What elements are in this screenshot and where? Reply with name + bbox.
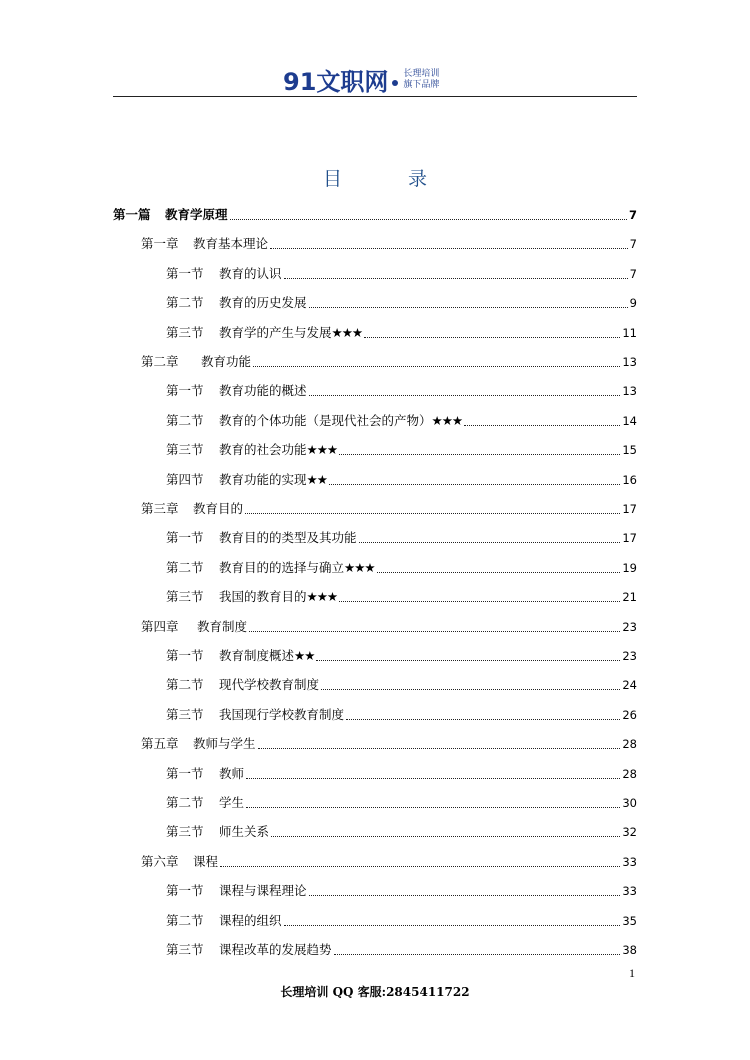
toc-entry-title: 教育目的	[193, 501, 244, 516]
dot-leader	[309, 895, 621, 896]
toc-entry-number: 第三节	[166, 442, 204, 458]
toc-entry-page: 7	[629, 237, 637, 252]
brand-logo	[283, 62, 439, 97]
toc-entry[interactable]	[166, 294, 637, 312]
toc-entry[interactable]	[166, 471, 637, 489]
toc-entry-page: 7	[629, 266, 637, 281]
toc-entry-page: 21	[622, 590, 637, 605]
toc-entry[interactable]	[141, 500, 637, 518]
toc-entry-number: 第六章	[141, 853, 179, 869]
toc-entry-page: 33	[622, 854, 637, 869]
slogan-line-1: 长理培训	[403, 68, 440, 79]
toc-entry[interactable]	[141, 235, 637, 253]
toc-entry-title: 教育功能的实现	[219, 471, 307, 487]
star-rating-icon: ★★★	[431, 412, 463, 428]
toc-entry-page: 17	[622, 502, 637, 516]
toc-entry-page: 11	[622, 325, 637, 340]
toc-entry-title: 教育学原理	[165, 207, 228, 222]
toc-entry-title: 学生	[219, 795, 245, 810]
toc-entry[interactable]	[166, 588, 637, 606]
dot-leader	[253, 366, 620, 367]
toc-entry-number: 第一节	[166, 765, 204, 781]
toc-entry-number: 第三章	[141, 501, 179, 516]
dot-leader	[309, 307, 628, 308]
toc-entry[interactable]	[141, 853, 637, 871]
dot-leader	[270, 248, 628, 249]
toc-entry-number: 第一节	[166, 265, 204, 281]
toc-entry[interactable]	[141, 353, 637, 371]
toc-entry-page: 19	[622, 560, 637, 575]
toc-entry[interactable]	[166, 647, 637, 665]
toc-entry[interactable]	[166, 882, 637, 900]
toc-entry-number: 第一章	[141, 236, 179, 252]
toc-entry-number: 第三节	[166, 589, 204, 605]
page-number: 1	[629, 966, 635, 980]
toc-entry[interactable]	[141, 618, 637, 636]
toc-entry[interactable]	[113, 206, 637, 224]
dot-leader	[258, 748, 621, 749]
toc-entry[interactable]	[166, 529, 637, 547]
toc-entry-title: 我国的教育目的	[219, 589, 307, 605]
star-rating-icon: ★★	[294, 648, 315, 663]
toc-entry-title: 我国现行学校教育制度	[219, 706, 345, 722]
toc-entry-number: 第一节	[166, 383, 204, 399]
toc-entry-page: 35	[622, 913, 637, 928]
toc-entry-number: 第四章	[141, 618, 179, 634]
toc-entry-page: 38	[622, 943, 637, 957]
dot-leader	[339, 601, 620, 602]
dot-leader	[246, 807, 620, 808]
star-rating-icon: ★★★	[306, 589, 338, 605]
toc-entry-number: 第三节	[166, 942, 204, 957]
dot-leader	[339, 454, 620, 455]
toc-entry[interactable]	[166, 941, 637, 959]
toc-entry[interactable]	[166, 706, 637, 724]
dot-leader	[364, 337, 620, 338]
toc-entry[interactable]	[166, 559, 637, 577]
toc-entry-title: 教师	[219, 765, 245, 781]
toc-entry-title: 课程改革的发展趋势	[219, 942, 332, 957]
dot-leader	[377, 572, 621, 573]
toc-entry-page: 14	[622, 413, 637, 428]
star-rating-icon: ★★★	[331, 324, 363, 340]
dot-leader	[329, 484, 620, 485]
toc-title: 目 录	[322, 168, 458, 190]
toc-entry-number: 第二章	[141, 354, 179, 369]
dot-leader	[284, 925, 621, 926]
dot-leader	[271, 836, 620, 837]
toc-entry-title: 教育基本理论	[193, 236, 269, 252]
toc-entry-number: 第二节	[166, 412, 204, 428]
slogan-line-2: 旗下品牌	[403, 79, 440, 90]
toc-entry-number: 第三节	[166, 824, 204, 840]
toc-entry-title: 教育的认识	[219, 265, 282, 281]
toc-entry-page: 30	[622, 796, 637, 810]
toc-entry[interactable]	[166, 382, 637, 400]
toc-entry-page: 23	[622, 619, 637, 634]
toc-entry-page: 9	[629, 296, 637, 311]
toc-entry-number: 第三节	[166, 324, 204, 340]
toc-entry-number: 第五章	[141, 736, 179, 752]
toc-entry[interactable]	[166, 912, 637, 930]
dot-leader	[464, 425, 620, 426]
toc-entry[interactable]	[166, 412, 637, 430]
toc-entry-title: 课程的组织	[219, 912, 282, 928]
toc-entry[interactable]	[166, 765, 637, 783]
toc-entry-number: 第一节	[166, 883, 204, 899]
toc-entry-page: 24	[622, 678, 637, 693]
toc-entry-title: 教育目的的选择与确立	[219, 559, 345, 575]
toc-entry-title: 课程	[193, 853, 219, 869]
toc-entry-number: 第一节	[166, 648, 204, 663]
toc-entry-number: 第一篇	[113, 207, 151, 222]
dot-leader	[245, 513, 620, 514]
toc-entry-page: 28	[622, 766, 637, 781]
toc-entry-number: 第三节	[166, 706, 204, 722]
toc-entry[interactable]	[166, 794, 637, 812]
dot-leader	[284, 278, 628, 279]
toc-entry-page: 17	[622, 531, 637, 546]
dot-leader	[230, 219, 627, 220]
toc-entry[interactable]	[166, 823, 637, 841]
toc-entry-page: 15	[622, 443, 637, 458]
toc-entry-number: 第二节	[166, 559, 204, 575]
toc-entry-number: 第四节	[166, 471, 204, 487]
toc-entry[interactable]	[166, 265, 637, 283]
toc-entry-title: 教师与学生	[193, 736, 256, 752]
dot-leader	[346, 719, 620, 720]
toc-entry-page: 16	[622, 472, 637, 487]
logo-slogan	[403, 69, 439, 91]
toc-entry-page: 13	[622, 355, 637, 369]
toc-entry-number: 第二节	[166, 795, 204, 810]
star-rating-icon: ★★	[306, 471, 327, 487]
toc-entry-title: 现代学校教育制度	[219, 677, 320, 693]
page-header	[113, 58, 637, 97]
toc-entry-page: 28	[622, 737, 637, 752]
toc-entry-title: 师生关系	[219, 824, 270, 840]
toc-entry-title: 教育制度	[193, 618, 247, 634]
toc-entry-title: 教育功能	[193, 354, 251, 369]
toc-entry-title: 教育的历史发展	[219, 295, 307, 311]
toc-entry-page: 23	[622, 649, 637, 663]
toc-entry-title: 课程与课程理论	[219, 883, 307, 899]
toc-entry-title: 教育学的产生与发展	[219, 324, 332, 340]
toc-entry-number: 第二节	[166, 677, 204, 693]
toc-entry-number: 第一节	[166, 530, 204, 546]
toc-entry-page: 26	[622, 707, 637, 722]
dot-leader	[246, 778, 620, 779]
toc-entry-title: 教育的个体功能（是现代社会的产物）	[219, 412, 432, 428]
dot-leader	[220, 866, 620, 867]
dot-leader	[334, 954, 621, 955]
toc-entry-page: 32	[622, 825, 637, 840]
toc-entry-number: 第二节	[166, 295, 204, 311]
toc-entry[interactable]	[166, 324, 637, 342]
toc-entry[interactable]	[141, 735, 637, 753]
dot-leader	[309, 395, 621, 396]
dot-leader	[359, 542, 621, 543]
star-rating-icon: ★★★	[344, 559, 375, 575]
toc-entry-page: 13	[622, 384, 637, 399]
logo-text: 91文职网	[283, 68, 389, 96]
toc-entry-number: 第二节	[166, 912, 204, 928]
dot-leader	[249, 631, 620, 632]
toc-entry-title: 教育制度概述	[219, 648, 295, 663]
toc-entry-title: 教育的社会功能	[219, 442, 307, 458]
toc-entry-title: 教育功能的概述	[219, 383, 307, 399]
dot-leader	[321, 689, 620, 690]
toc-entry[interactable]	[166, 676, 637, 694]
toc-entry-page: 7	[628, 208, 637, 222]
star-rating-icon: ★★★	[306, 442, 338, 458]
toc-entry-title: 教育目的的类型及其功能	[219, 530, 357, 546]
toc-entry-page: 33	[622, 884, 637, 899]
toc-entry[interactable]	[166, 441, 637, 459]
dot-leader	[316, 660, 620, 661]
logo-dot-icon	[392, 80, 398, 86]
page-footer: 长理培训 QQ 客服:2845411722	[280, 985, 470, 999]
